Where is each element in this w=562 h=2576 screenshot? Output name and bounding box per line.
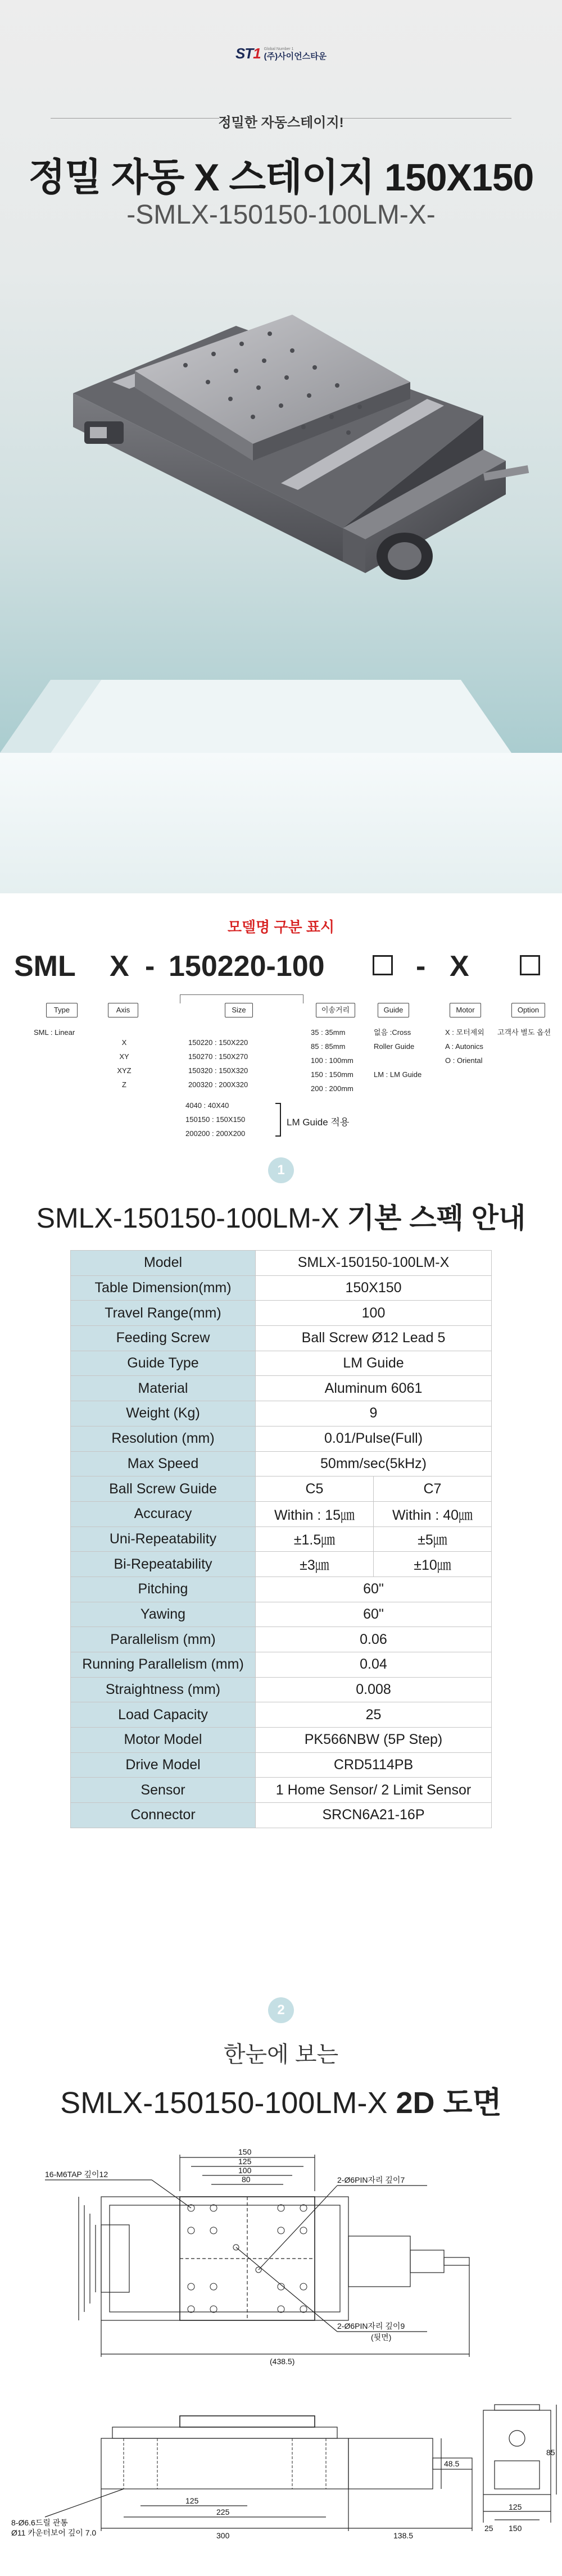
spec-row <box>71 1552 492 1577</box>
spec-value: 50mm/sec(5kHz) <box>256 1451 492 1476</box>
spec-label: Connector <box>71 1803 256 1828</box>
dim-label: 225 <box>216 2507 230 2516</box>
callout-counterbore: Ø11 카운터보어 깊이 7.0 <box>11 2528 97 2537</box>
dim-label: 300 <box>216 2531 230 2540</box>
spec-row <box>71 1426 492 1451</box>
spec-row <box>71 1301 492 1326</box>
guide-values: 없음 :Cross Roller Guide LM : LM Guide <box>374 1028 422 1079</box>
spec-label: Resolution (mm) <box>71 1426 256 1451</box>
spec-row <box>71 1677 492 1702</box>
spec-title: SMLX-150150-100LM-X 기본 스펙 안내 <box>36 1202 526 1234</box>
technical-drawing <box>0 2124 562 2573</box>
hero-subtitle: 정밀한 자동스테이지! <box>218 115 344 130</box>
hero-title: 정밀 자동 X 스테이지 150X150 <box>28 156 534 199</box>
brand-name: (주)사이언스타운 <box>264 51 327 61</box>
code-part-size-travel: 150220-100 <box>169 950 325 983</box>
spec-row <box>71 1803 492 1828</box>
spec-label: Ball Screw Guide <box>71 1476 256 1502</box>
dim-label: 100 <box>238 2166 252 2175</box>
spec-value-c5: C5 <box>256 1476 374 1502</box>
spec-value-c7: Within : 40㎛ <box>373 1501 491 1526</box>
tag-type: Type <box>46 1003 78 1017</box>
spec-label: Model <box>71 1251 256 1276</box>
motor-values: X : 모터제외 A : Autonics O : Oriental <box>445 1028 484 1065</box>
spec-row <box>71 1476 492 1502</box>
spec-label: Travel Range(mm) <box>71 1301 256 1326</box>
dim-label: 150 <box>238 2147 252 2156</box>
spec-row <box>71 1702 492 1728</box>
code-part-axis: X <box>110 950 129 983</box>
spec-label: Running Parallelism (mm) <box>71 1652 256 1678</box>
tag-axis: Axis <box>108 1003 138 1017</box>
spec-value: CRD5114PB <box>256 1752 492 1778</box>
callout-pin-back: 2-Ø6PIN자리 깊이9 <box>337 2321 405 2330</box>
callout-pin-front: 2-Ø6PIN자리 깊이7 <box>337 2175 405 2184</box>
spec-label: Yawing <box>71 1602 256 1627</box>
pedestal-image <box>0 680 562 753</box>
spec-label: Weight (Kg) <box>71 1401 256 1426</box>
top-view <box>45 2155 469 2357</box>
spec-label: Feeding Screw <box>71 1326 256 1351</box>
dim-label: 25 <box>484 2524 493 2533</box>
type-values: SML : Linear <box>34 1028 75 1037</box>
spec-row <box>71 1501 492 1526</box>
front-view <box>45 2416 472 2531</box>
spec-value: SMLX-150150-100LM-X <box>256 1251 492 1276</box>
spec-label: Pitching <box>71 1577 256 1602</box>
spec-row <box>71 1526 492 1552</box>
spec-label: Bi-Repeatability <box>71 1552 256 1577</box>
spec-value: 0.01/Pulse(Full) <box>256 1426 492 1451</box>
spec-row <box>71 1752 492 1778</box>
spec-value: 150X150 <box>256 1275 492 1301</box>
spec-label: Load Capacity <box>71 1702 256 1728</box>
spec-row <box>71 1602 492 1627</box>
dim-label: 125 <box>185 2496 199 2505</box>
spec-value-c7: C7 <box>373 1476 491 1502</box>
spec-value: 0.06 <box>256 1627 492 1652</box>
spec-label: Accuracy <box>71 1501 256 1526</box>
spec-value: 25 <box>256 1702 492 1728</box>
dim-label: 125 <box>238 2157 252 2166</box>
drawing-title: SMLX-150150-100LM-X 2D 도면 <box>60 2086 502 2120</box>
spec-label: Material <box>71 1376 256 1401</box>
spec-value-c7: ±10㎛ <box>373 1552 491 1577</box>
spec-row <box>71 1351 492 1376</box>
pedestal-front <box>0 753 562 893</box>
brand-mark: ST1 <box>235 45 261 62</box>
spec-row <box>71 1652 492 1678</box>
spec-value-c7: ±5㎛ <box>373 1526 491 1552</box>
spec-label: Drive Model <box>71 1752 256 1778</box>
spec-label: Straightness (mm) <box>71 1677 256 1702</box>
model-code-title: 모델명 구분 표시 <box>227 919 335 935</box>
spec-value: 60" <box>256 1577 492 1602</box>
callout-pin-back-note: (뒷면) <box>371 2333 392 2342</box>
spec-value: Aluminum 6061 <box>256 1376 492 1401</box>
dim-label: 125 <box>509 2502 522 2511</box>
section-number-badge: 1 <box>268 1157 294 1183</box>
code-part-guide-box <box>373 955 393 975</box>
bracket-brace <box>275 1103 281 1137</box>
tag-option: Option <box>511 1003 545 1017</box>
spec-label: Parallelism (mm) <box>71 1627 256 1652</box>
dim-label: 85 <box>546 2448 555 2457</box>
spec-value-c5: Within : 15㎛ <box>256 1501 374 1526</box>
lm-guide-sizes: 4040 : 40X40 150150 : 150X150 200200 : 200X200 <box>185 1101 246 1138</box>
spec-row <box>71 1251 492 1276</box>
code-part-motor: X <box>450 950 469 983</box>
code-part-type: SML <box>14 950 76 983</box>
brand-tagline: Global Number 1 <box>264 47 294 51</box>
code-part-option-box <box>520 955 540 975</box>
dim-label: (438.5) <box>270 2357 295 2366</box>
bracket-size <box>180 994 303 1003</box>
spec-value-c5: ±3㎛ <box>256 1552 374 1577</box>
spec-row <box>71 1326 492 1351</box>
tag-motor: Motor <box>450 1003 481 1017</box>
spec-label: Sensor <box>71 1778 256 1803</box>
spec-row <box>71 1577 492 1602</box>
dim-label: 138.5 <box>393 2531 414 2540</box>
code-part-dash: - <box>416 950 426 983</box>
dim-label: 48.5 <box>444 2459 460 2468</box>
spec-value: SRCN6A21-16P <box>256 1803 492 1828</box>
spec-label: Table Dimension(mm) <box>71 1275 256 1301</box>
spec-label: Uni-Repeatability <box>71 1526 256 1552</box>
dim-label: 150 <box>509 2524 522 2533</box>
section-number-badge: 2 <box>268 1997 294 2023</box>
spec-label: Max Speed <box>71 1451 256 1476</box>
spec-label: Motor Model <box>71 1728 256 1753</box>
tag-guide: Guide <box>378 1003 409 1017</box>
spec-row <box>71 1376 492 1401</box>
model-code-row <box>0 949 562 983</box>
spec-value-c5: ±1.5㎛ <box>256 1526 374 1552</box>
brand-logo <box>0 45 562 62</box>
spec-row <box>71 1401 492 1426</box>
spec-row <box>71 1275 492 1301</box>
spec-value: PK566NBW (5P Step) <box>256 1728 492 1753</box>
axis-values: X XY XYZ Z <box>117 1038 132 1089</box>
spec-value: LM Guide <box>256 1351 492 1376</box>
spec-value: 0.04 <box>256 1652 492 1678</box>
spec-row <box>71 1627 492 1652</box>
spec-row <box>71 1778 492 1803</box>
spec-table <box>70 1250 492 1828</box>
spec-value: Ball Screw Ø12 Lead 5 <box>256 1326 492 1351</box>
spec-value: 0.008 <box>256 1677 492 1702</box>
code-part-dash: - <box>145 950 155 983</box>
lm-guide-note: LM Guide 적용 <box>287 1117 350 1128</box>
tag-travel: 이송거리 <box>316 1003 355 1017</box>
product-image <box>0 292 562 652</box>
option-values: 고객사 별도 옵션 <box>497 1028 551 1037</box>
hero-model-code: -SMLX-150150-100LM-X- <box>126 200 436 230</box>
spec-value: 60" <box>256 1602 492 1627</box>
dim-label: 80 <box>242 2175 251 2184</box>
callout-hole: 8-Ø6.6드릴 관통 <box>11 2518 68 2527</box>
drawing-subtitle: 한눈에 보는 <box>223 2042 339 2067</box>
spec-row <box>71 1451 492 1476</box>
hero-section <box>0 0 562 893</box>
size-values: 150220 : 150X220 150270 : 150X270 150320 : 150X320 200320 : 200X320 <box>188 1038 248 1089</box>
tag-size: Size <box>225 1003 253 1017</box>
spec-value: 9 <box>256 1401 492 1426</box>
spec-value: 1 Home Sensor/ 2 Limit Sensor <box>256 1778 492 1803</box>
travel-values: 35 : 35mm 85 : 85mm 100 : 100mm 150 : 150mm 200 : 200mm <box>311 1028 353 1093</box>
spec-value: 100 <box>256 1301 492 1326</box>
spec-label: Guide Type <box>71 1351 256 1376</box>
callout-tap: 16-M6TAP 깊이12 <box>45 2170 108 2179</box>
spec-row <box>71 1728 492 1753</box>
